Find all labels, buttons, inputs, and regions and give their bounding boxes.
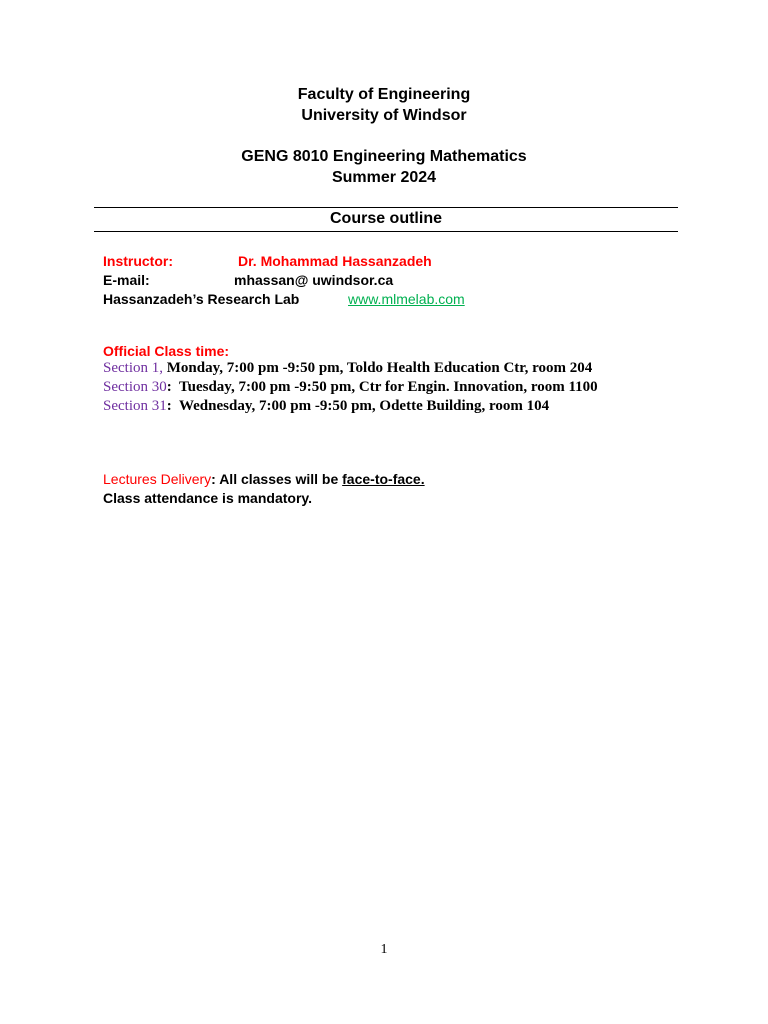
section-details: : Wednesday, 7:00 pm -9:50 pm, Odette Building, room 104 (166, 398, 550, 414)
instructor-name: Dr. Mohammad Hassanzadeh (238, 253, 432, 269)
section-details: Monday, 7:00 pm -9:50 pm, Toldo Health Education Ctr, room 204 (163, 360, 593, 376)
section-name: Section 31 (103, 398, 167, 414)
divider-bottom (94, 231, 678, 232)
instructor-row (103, 252, 432, 270)
section-details: : Tuesday, 7:00 pm -9:50 pm, Ctr for Engin. Innovation, room 1100 (166, 379, 598, 395)
header-faculty-university (0, 84, 768, 126)
section-row-1 (103, 359, 592, 377)
outline-title: Course outline (329, 210, 442, 227)
course-title: GENG 8010 Engineering Mathematics (241, 148, 527, 165)
header-course (0, 146, 768, 188)
section-name: Section 30 (103, 379, 167, 395)
email-label: E-mail: (103, 272, 150, 288)
email-value[interactable]: mhassan@ uwindsor.ca (234, 272, 394, 288)
section-row-31 (103, 397, 549, 415)
university-title: University of Windsor (301, 107, 467, 124)
delivery-label: Lectures Delivery (103, 471, 212, 487)
attendance-text: Class attendance is mandatory. (103, 490, 313, 506)
class-time-label: Official Class time: (103, 343, 230, 359)
delivery-text: : All classes will be (211, 471, 343, 487)
lab-label: Hassanzadeh’s Research Lab (103, 291, 300, 307)
delivery-mode: face-to-face. (342, 471, 425, 487)
delivery-row (103, 470, 425, 488)
email-row (103, 271, 394, 289)
term-title: Summer 2024 (331, 169, 437, 186)
instructor-label: Instructor: (103, 253, 173, 269)
page-number: 1 (380, 942, 388, 957)
lab-link[interactable]: www.mlmelab.com (348, 291, 465, 307)
section-name: Section 1, (103, 360, 163, 376)
faculty-title: Faculty of Engineering (297, 86, 471, 103)
section-row-30 (103, 378, 598, 396)
lab-row (103, 290, 465, 308)
